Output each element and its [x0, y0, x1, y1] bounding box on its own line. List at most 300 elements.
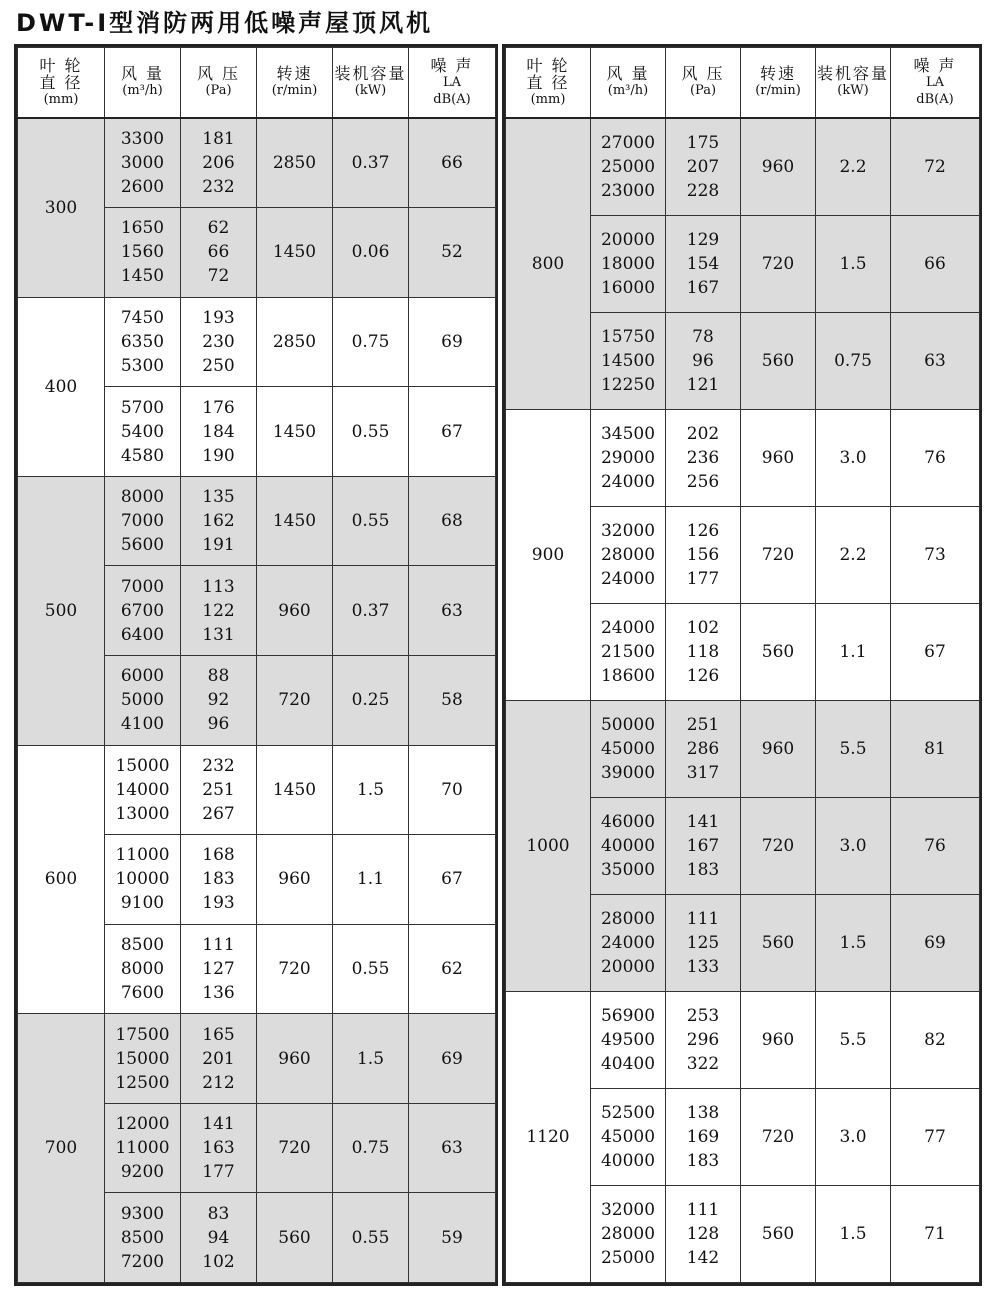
speed-cell: 2850	[257, 297, 333, 387]
header-text: (r/min)	[271, 83, 318, 99]
pressure-value: 126	[686, 665, 720, 686]
airflow-cell	[105, 208, 181, 298]
pressure-cell	[181, 835, 257, 925]
pressure-cell	[666, 506, 741, 603]
pressure-cell	[181, 387, 257, 477]
header-text: 风 量	[120, 64, 165, 84]
column-header-airflow	[105, 48, 181, 118]
noise-cell: 66	[409, 118, 496, 208]
pressure-value: 267	[202, 803, 235, 824]
impeller-diameter-cell: 900	[506, 409, 591, 700]
speed-cell: 720	[257, 924, 333, 1014]
speed-cell: 560	[257, 1193, 333, 1283]
power-cell: 0.37	[333, 118, 409, 208]
table-row	[506, 700, 980, 797]
pressure-value: 156	[686, 544, 720, 565]
impeller-diameter-cell: 1000	[506, 700, 591, 991]
pressure-cell	[181, 566, 257, 656]
airflow-value: 6400	[120, 624, 165, 645]
pressure-value: 322	[686, 1053, 720, 1074]
speed-cell: 720	[257, 1103, 333, 1193]
airflow-cell	[591, 603, 666, 700]
pressure-value: 138	[686, 1102, 720, 1123]
power-cell: 2.2	[816, 118, 891, 216]
pressure-value: 111	[202, 934, 235, 955]
pressure-value: 175	[686, 132, 720, 153]
airflow-cell	[591, 894, 666, 991]
airflow-value: 12500	[115, 1072, 170, 1093]
pressure-value: 296	[686, 1029, 720, 1050]
table-row	[18, 297, 496, 387]
header-text: (m³/h)	[122, 83, 163, 99]
pressure-value: 165	[202, 1024, 235, 1045]
header-text: (m³/h)	[607, 83, 649, 99]
airflow-value: 8000	[120, 958, 165, 979]
power-cell: 0.55	[333, 1193, 409, 1283]
airflow-cell	[105, 566, 181, 656]
airflow-value: 11000	[115, 1138, 170, 1159]
impeller-diameter-cell: 400	[18, 297, 105, 476]
pressure-value: 250	[202, 356, 235, 377]
header-text: 风 量	[606, 64, 650, 84]
noise-cell: 67	[409, 387, 496, 477]
pressure-cell	[181, 745, 257, 835]
airflow-value: 7450	[120, 308, 165, 329]
noise-cell: 68	[409, 476, 496, 566]
airflow-value: 5300	[120, 356, 165, 377]
pressure-cell	[181, 1193, 257, 1283]
column-header-speed	[741, 48, 816, 118]
pressure-value: 94	[207, 1227, 230, 1248]
pressure-value: 228	[686, 180, 720, 201]
airflow-cell	[105, 297, 181, 387]
airflow-cell	[105, 835, 181, 925]
airflow-value: 49500	[600, 1029, 656, 1050]
table-row	[18, 745, 496, 835]
noise-cell: 66	[891, 215, 980, 312]
column-header-pressure	[181, 48, 257, 118]
airflow-cell	[591, 409, 666, 506]
speed-cell: 960	[741, 409, 816, 506]
airflow-value: 11000	[115, 845, 170, 866]
airflow-value: 25000	[600, 1247, 656, 1268]
power-cell: 3.0	[816, 1088, 891, 1185]
column-header-power	[816, 48, 891, 118]
airflow-value: 50000	[600, 714, 656, 735]
spec-table	[17, 47, 496, 1283]
airflow-cell	[105, 745, 181, 835]
airflow-cell	[591, 312, 666, 409]
airflow-value: 4100	[120, 714, 165, 735]
airflow-value: 6350	[120, 332, 165, 353]
pressure-value: 286	[686, 738, 720, 759]
power-cell: 0.55	[333, 924, 409, 1014]
speed-cell: 2850	[257, 118, 333, 208]
airflow-value: 35000	[600, 859, 656, 880]
speed-cell: 1450	[257, 387, 333, 477]
pressure-value: 190	[202, 445, 235, 466]
header-text: dB(A)	[916, 91, 954, 107]
pressure-cell	[666, 215, 741, 312]
airflow-cell	[591, 797, 666, 894]
noise-cell: 69	[409, 297, 496, 387]
pressure-value: 62	[207, 218, 230, 239]
power-cell: 5.5	[816, 991, 891, 1088]
airflow-value: 15750	[600, 326, 656, 347]
pressure-value: 177	[686, 568, 720, 589]
pressure-value: 102	[686, 617, 720, 638]
header-text: (r/min)	[755, 83, 801, 99]
noise-cell: 67	[891, 603, 980, 700]
pressure-value: 122	[202, 600, 235, 621]
noise-cell: 63	[409, 566, 496, 656]
airflow-cell	[591, 215, 666, 312]
airflow-value: 16000	[600, 277, 656, 298]
airflow-value: 25000	[600, 156, 656, 177]
pressure-cell	[666, 118, 741, 216]
speed-cell: 720	[741, 506, 816, 603]
pressure-value: 201	[202, 1048, 235, 1069]
airflow-value: 40400	[600, 1053, 656, 1074]
header-text: 叶 轮	[39, 55, 83, 75]
speed-cell: 560	[741, 894, 816, 991]
airflow-cell	[591, 1185, 666, 1282]
spec-table	[505, 47, 980, 1283]
power-cell: 0.25	[333, 655, 409, 745]
pressure-value: 154	[686, 253, 720, 274]
pressure-value: 92	[207, 690, 230, 711]
speed-cell: 960	[741, 700, 816, 797]
speed-cell: 960	[257, 1014, 333, 1104]
airflow-cell	[591, 118, 666, 216]
power-cell: 1.5	[816, 215, 891, 312]
pressure-cell	[181, 1103, 257, 1193]
airflow-value: 9200	[120, 1162, 165, 1183]
speed-cell: 560	[741, 603, 816, 700]
noise-cell: 81	[891, 700, 980, 797]
airflow-value: 7200	[120, 1251, 165, 1272]
airflow-value: 15000	[115, 1048, 170, 1069]
noise-cell: 76	[891, 797, 980, 894]
airflow-value: 24000	[600, 471, 656, 492]
noise-cell: 77	[891, 1088, 980, 1185]
pressure-cell	[181, 476, 257, 566]
pressure-cell	[666, 991, 741, 1088]
header-text: 噪 声	[430, 55, 474, 75]
pressure-value: 135	[202, 487, 235, 508]
airflow-value: 8500	[120, 1227, 165, 1248]
airflow-cell	[105, 655, 181, 745]
noise-cell: 63	[409, 1103, 496, 1193]
table-row	[506, 118, 980, 216]
pressure-cell	[666, 700, 741, 797]
header-row	[506, 48, 980, 118]
header-text: 风 压	[196, 64, 241, 84]
airflow-value: 14500	[600, 350, 656, 371]
header-text: 转速	[276, 64, 313, 84]
page-title: DWT-Ⅰ型消防两用低噪声屋顶风机	[16, 9, 434, 37]
pressure-cell	[181, 297, 257, 387]
pressure-cell	[181, 208, 257, 298]
header-text: LA	[925, 74, 945, 90]
pressure-cell	[666, 312, 741, 409]
pressure-value: 128	[686, 1223, 720, 1244]
column-header-power	[333, 48, 409, 118]
airflow-value: 34500	[600, 423, 656, 444]
airflow-value: 32000	[600, 520, 656, 541]
power-cell: 5.5	[816, 700, 891, 797]
airflow-cell	[591, 506, 666, 603]
noise-cell: 69	[891, 894, 980, 991]
header-text: 噪 声	[913, 55, 957, 75]
airflow-value: 24000	[600, 568, 656, 589]
pressure-value: 129	[686, 229, 720, 250]
pressure-value: 256	[686, 471, 720, 492]
pressure-value: 131	[202, 624, 235, 645]
airflow-value: 52500	[600, 1102, 656, 1123]
pressure-value: 83	[207, 1203, 230, 1224]
airflow-cell	[591, 700, 666, 797]
pressure-value: 206	[202, 152, 235, 173]
pressure-value: 126	[686, 520, 720, 541]
impeller-diameter-cell: 800	[506, 118, 591, 410]
airflow-value: 24000	[600, 932, 656, 953]
airflow-value: 13000	[115, 803, 170, 824]
airflow-cell	[105, 118, 181, 208]
spec-table-right	[502, 44, 982, 1286]
header-text: 装机容量	[334, 64, 407, 84]
pressure-value: 251	[686, 714, 720, 735]
pressure-value: 167	[686, 277, 720, 298]
pressure-value: 251	[202, 779, 235, 800]
speed-cell: 960	[257, 566, 333, 656]
airflow-value: 21500	[600, 641, 656, 662]
pressure-cell	[666, 797, 741, 894]
pressure-value: 111	[686, 1199, 720, 1220]
pressure-cell	[666, 1185, 741, 1282]
spec-table-left	[14, 44, 498, 1286]
power-cell: 0.75	[816, 312, 891, 409]
pressure-value: 96	[207, 714, 230, 735]
speed-cell: 1450	[257, 476, 333, 566]
pressure-value: 102	[202, 1251, 235, 1272]
pressure-cell	[666, 894, 741, 991]
pressure-value: 191	[202, 535, 235, 556]
pressure-value: 253	[686, 1005, 720, 1026]
noise-cell: 71	[891, 1185, 980, 1282]
pressure-value: 207	[686, 156, 720, 177]
pressure-value: 169	[686, 1126, 720, 1147]
airflow-value: 3300	[120, 128, 165, 149]
pressure-value: 232	[202, 176, 235, 197]
pressure-value: 96	[692, 350, 714, 371]
airflow-value: 1560	[120, 242, 165, 263]
noise-cell: 62	[409, 924, 496, 1014]
airflow-value: 3000	[120, 152, 165, 173]
pressure-value: 317	[686, 762, 720, 783]
airflow-value: 4580	[120, 445, 165, 466]
pressure-value: 127	[202, 958, 235, 979]
power-cell: 0.06	[333, 208, 409, 298]
airflow-value: 15000	[115, 755, 170, 776]
airflow-value: 7000	[120, 576, 165, 597]
noise-cell: 82	[891, 991, 980, 1088]
pressure-value: 66	[207, 242, 230, 263]
power-cell: 3.0	[816, 797, 891, 894]
speed-cell: 960	[741, 991, 816, 1088]
airflow-value: 5600	[120, 535, 165, 556]
airflow-value: 27000	[600, 132, 656, 153]
impeller-diameter-cell: 500	[18, 476, 105, 745]
pressure-value: 193	[202, 893, 235, 914]
airflow-value: 8500	[120, 934, 165, 955]
power-cell: 0.75	[333, 1103, 409, 1193]
airflow-cell	[105, 924, 181, 1014]
airflow-cell	[591, 991, 666, 1088]
pressure-value: 72	[207, 266, 230, 287]
header-row	[18, 48, 496, 118]
power-cell: 1.5	[333, 1014, 409, 1104]
pressure-value: 168	[202, 845, 235, 866]
airflow-value: 17500	[115, 1024, 170, 1045]
pressure-value: 162	[202, 511, 235, 532]
airflow-value: 23000	[600, 180, 656, 201]
airflow-value: 20000	[600, 229, 656, 250]
impeller-diameter-cell: 600	[18, 745, 105, 1014]
airflow-value: 2600	[120, 176, 165, 197]
noise-cell: 67	[409, 835, 496, 925]
airflow-value: 28000	[600, 544, 656, 565]
speed-cell: 720	[257, 655, 333, 745]
noise-cell: 76	[891, 409, 980, 506]
pressure-value: 183	[686, 859, 720, 880]
header-text: (mm)	[43, 91, 79, 107]
pressure-value: 88	[207, 666, 230, 687]
airflow-cell	[591, 1088, 666, 1185]
pressure-cell	[181, 655, 257, 745]
airflow-value: 39000	[600, 762, 656, 783]
column-header-noise	[409, 48, 496, 118]
airflow-value: 5700	[120, 397, 165, 418]
speed-cell: 560	[741, 312, 816, 409]
column-header-pressure	[666, 48, 741, 118]
power-cell: 0.55	[333, 476, 409, 566]
pressure-value: 78	[692, 326, 714, 347]
power-cell: 0.55	[333, 387, 409, 477]
speed-cell: 1450	[257, 745, 333, 835]
table-row	[18, 1014, 496, 1104]
pressure-value: 176	[202, 397, 235, 418]
speed-cell: 1450	[257, 208, 333, 298]
airflow-cell	[105, 1103, 181, 1193]
pressure-cell	[666, 603, 741, 700]
airflow-value: 7000	[120, 511, 165, 532]
airflow-value: 20000	[600, 956, 656, 977]
noise-cell: 72	[891, 118, 980, 216]
noise-cell: 70	[409, 745, 496, 835]
airflow-value: 24000	[600, 617, 656, 638]
power-cell: 1.5	[333, 745, 409, 835]
pressure-value: 141	[686, 811, 720, 832]
airflow-value: 29000	[600, 447, 656, 468]
header-text: 直 径	[526, 72, 570, 92]
speed-cell: 960	[257, 835, 333, 925]
airflow-value: 5400	[120, 421, 165, 442]
pressure-value: 177	[202, 1162, 235, 1183]
noise-cell: 52	[409, 208, 496, 298]
column-header-noise	[891, 48, 980, 118]
power-cell: 0.37	[333, 566, 409, 656]
pressure-value: 232	[202, 755, 235, 776]
airflow-value: 40000	[600, 1150, 656, 1171]
power-cell: 0.75	[333, 297, 409, 387]
pressure-cell	[181, 924, 257, 1014]
airflow-value: 6700	[120, 600, 165, 621]
header-text: 装机容量	[816, 64, 889, 84]
noise-cell: 59	[409, 1193, 496, 1283]
pressure-value: 133	[686, 956, 720, 977]
impeller-diameter-cell: 700	[18, 1014, 105, 1283]
header-text: 风 压	[681, 64, 725, 84]
airflow-value: 45000	[600, 738, 656, 759]
airflow-value: 1450	[120, 266, 165, 287]
airflow-value: 5000	[120, 690, 165, 711]
airflow-value: 10000	[115, 869, 170, 890]
table-row	[506, 409, 980, 506]
airflow-value: 12250	[600, 374, 656, 395]
airflow-value: 9300	[120, 1203, 165, 1224]
header-text: dB(A)	[433, 91, 471, 107]
noise-cell: 69	[409, 1014, 496, 1104]
pressure-cell	[666, 409, 741, 506]
pressure-cell	[666, 1088, 741, 1185]
header-text: (mm)	[530, 91, 566, 107]
column-header-airflow	[591, 48, 666, 118]
airflow-value: 8000	[120, 487, 165, 508]
noise-cell: 58	[409, 655, 496, 745]
pressure-value: 193	[202, 308, 235, 329]
header-text: LA	[442, 74, 462, 90]
header-text: (Pa)	[205, 83, 232, 99]
pressure-cell	[181, 1014, 257, 1104]
table-row	[18, 118, 496, 208]
pressure-value: 136	[202, 982, 235, 1003]
column-header-diameter	[18, 48, 105, 118]
header-text: (kW)	[837, 83, 869, 99]
pressure-value: 181	[202, 128, 235, 149]
airflow-value: 18600	[600, 665, 656, 686]
header-text: 直 径	[39, 72, 83, 92]
impeller-diameter-cell: 1120	[506, 991, 591, 1282]
pressure-value: 113	[202, 576, 235, 597]
airflow-cell	[105, 476, 181, 566]
table-row	[506, 991, 980, 1088]
airflow-value: 56900	[600, 1005, 656, 1026]
airflow-cell	[105, 1014, 181, 1104]
column-header-diameter	[506, 48, 591, 118]
airflow-value: 18000	[600, 253, 656, 274]
airflow-value: 32000	[600, 1199, 656, 1220]
power-cell: 3.0	[816, 409, 891, 506]
airflow-cell	[105, 1193, 181, 1283]
power-cell: 2.2	[816, 506, 891, 603]
pressure-value: 212	[202, 1072, 235, 1093]
speed-cell: 560	[741, 1185, 816, 1282]
airflow-value: 45000	[600, 1126, 656, 1147]
pressure-value: 163	[202, 1138, 235, 1159]
pressure-value: 141	[202, 1114, 235, 1135]
airflow-value: 28000	[600, 908, 656, 929]
